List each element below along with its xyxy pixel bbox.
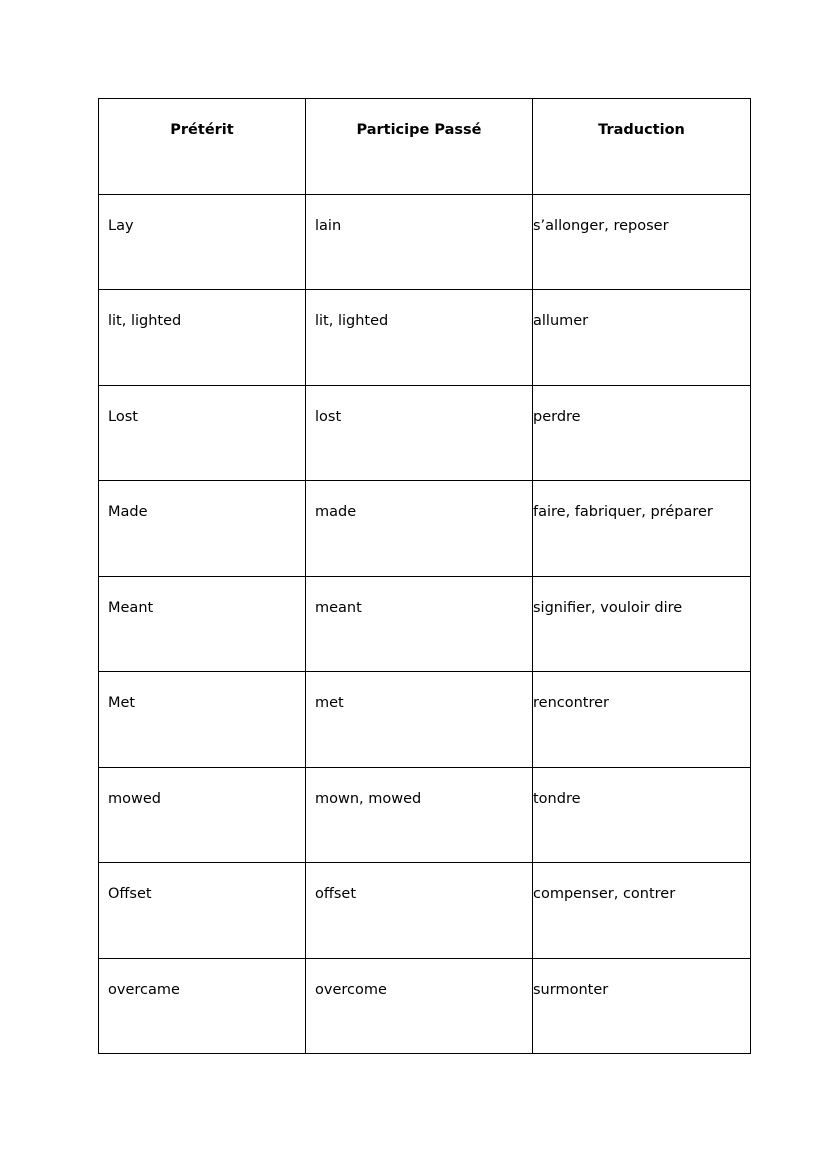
table-row	[99, 767, 751, 863]
header-preterit: Prétérit	[99, 99, 306, 195]
cell-traduction: signifier, vouloir dire	[533, 576, 751, 672]
cell-participe-passe: lit, lighted	[306, 290, 533, 386]
cell-participe-passe: overcome	[306, 958, 533, 1054]
cell-traduction: allumer	[533, 290, 751, 386]
header-participe-passe: Participe Passé	[306, 99, 533, 195]
table-row	[99, 290, 751, 386]
table-header	[99, 99, 751, 195]
cell-participe-passe: met	[306, 672, 533, 768]
header-traduction: Traduction	[533, 99, 751, 195]
cell-preterit: Meant	[99, 576, 306, 672]
cell-preterit: Offset	[99, 863, 306, 959]
table-body	[99, 194, 751, 1054]
cell-preterit: Made	[99, 481, 306, 577]
irregular-verbs-table	[98, 98, 751, 1054]
header-row	[99, 99, 751, 195]
cell-participe-passe: lain	[306, 194, 533, 290]
cell-participe-passe: offset	[306, 863, 533, 959]
cell-traduction: tondre	[533, 767, 751, 863]
table-row	[99, 385, 751, 481]
cell-preterit: Lay	[99, 194, 306, 290]
table-row	[99, 863, 751, 959]
cell-participe-passe: mown, mowed	[306, 767, 533, 863]
cell-preterit: Lost	[99, 385, 306, 481]
cell-traduction: perdre	[533, 385, 751, 481]
cell-traduction: surmonter	[533, 958, 751, 1054]
cell-participe-passe: made	[306, 481, 533, 577]
cell-preterit: overcame	[99, 958, 306, 1054]
cell-traduction: compenser, contrer	[533, 863, 751, 959]
cell-traduction: s’allonger, reposer	[533, 194, 751, 290]
cell-preterit: lit, lighted	[99, 290, 306, 386]
table-row	[99, 481, 751, 577]
cell-participe-passe: meant	[306, 576, 533, 672]
cell-traduction: faire, fabriquer, préparer	[533, 481, 751, 577]
table-row	[99, 672, 751, 768]
table-row	[99, 958, 751, 1054]
cell-preterit: Met	[99, 672, 306, 768]
cell-traduction: rencontrer	[533, 672, 751, 768]
cell-participe-passe: lost	[306, 385, 533, 481]
table-row	[99, 194, 751, 290]
table-row	[99, 576, 751, 672]
cell-preterit: mowed	[99, 767, 306, 863]
